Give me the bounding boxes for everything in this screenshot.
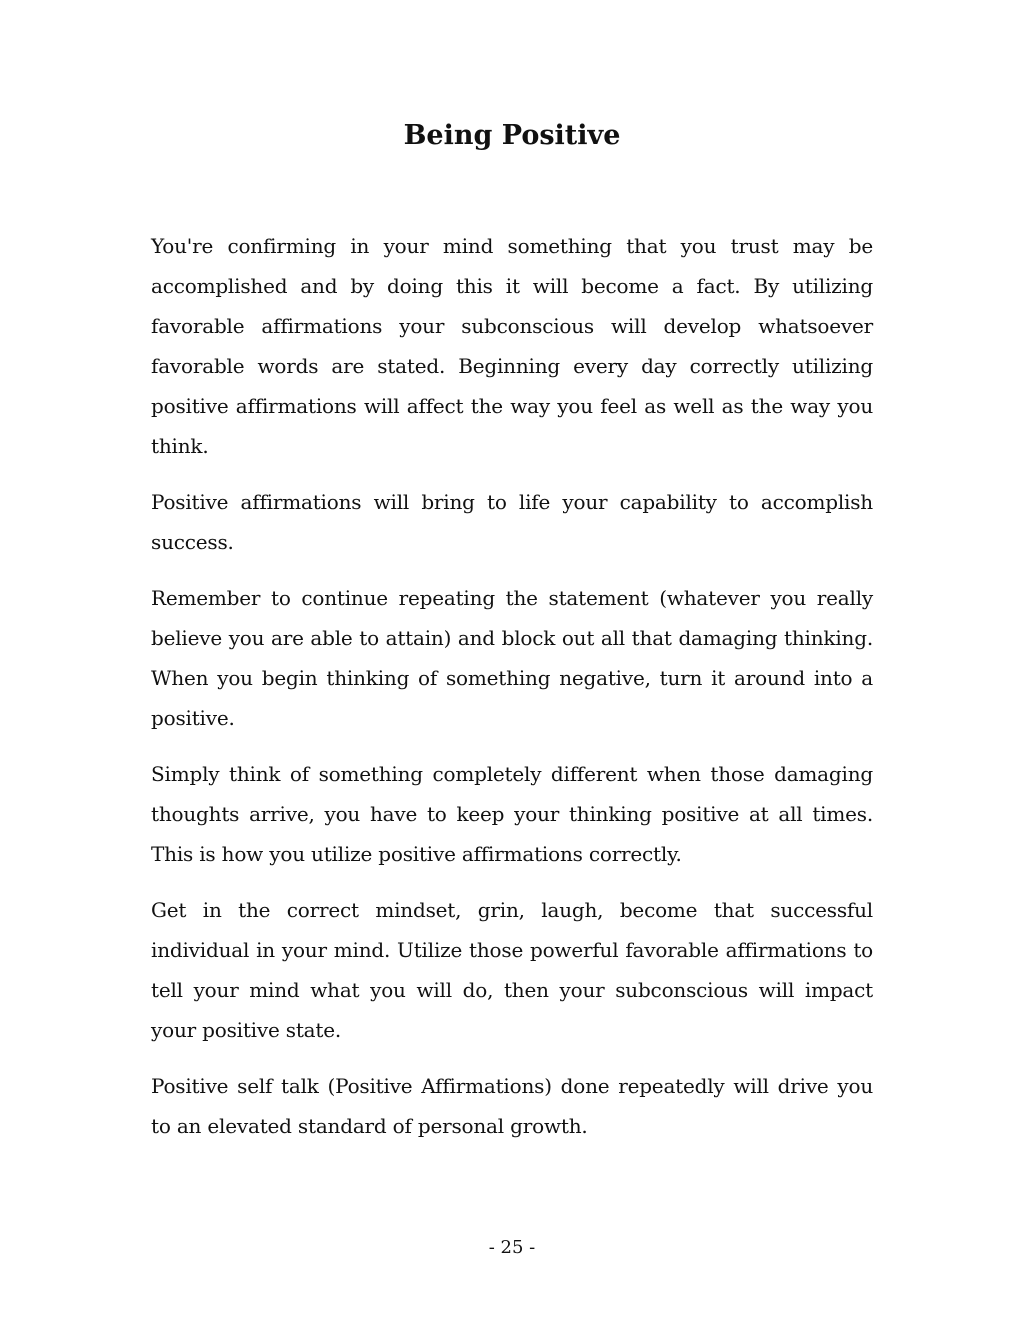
paragraph: Get in the correct mindset, grin, laugh, become that successful individual in your mind. Utilize those powerful favorable affirmations to tell your mind what you will do, then your subconscious will impact your positive state.	[151, 898, 873, 1042]
paragraph: Remember to continue repeating the statement (whatever you really believe you are able to attain) and block out all that damaging thinking. When you begin thinking of something negative, turn it around into a positive.	[151, 586, 873, 730]
paragraph: Positive affirmations will bring to life your capability to accomplish success.	[151, 490, 873, 554]
paragraph: Positive self talk (Positive Affirmations) done repeatedly will drive you to an elevated standard of personal growth.	[151, 1074, 873, 1138]
page-title: Being Positive	[403, 120, 621, 151]
page-number: - 25 -	[488, 1237, 536, 1258]
paragraph: You're confirming in your mind something that you trust may be accomplished and by doing this it will become a fact. By utilizing favorable affirmations your subconscious will develop whatsoever favorable words are stated. Beginning every day correctly utilizing positive affirmations will affect the way you feel as well as the way you think.	[151, 234, 873, 458]
paragraph: Simply think of something completely different when those damaging thoughts arrive, you have to keep your thinking positive at all times. This is how you utilize positive affirmations correctly.	[151, 762, 873, 866]
body-text	[151, 226, 873, 1162]
